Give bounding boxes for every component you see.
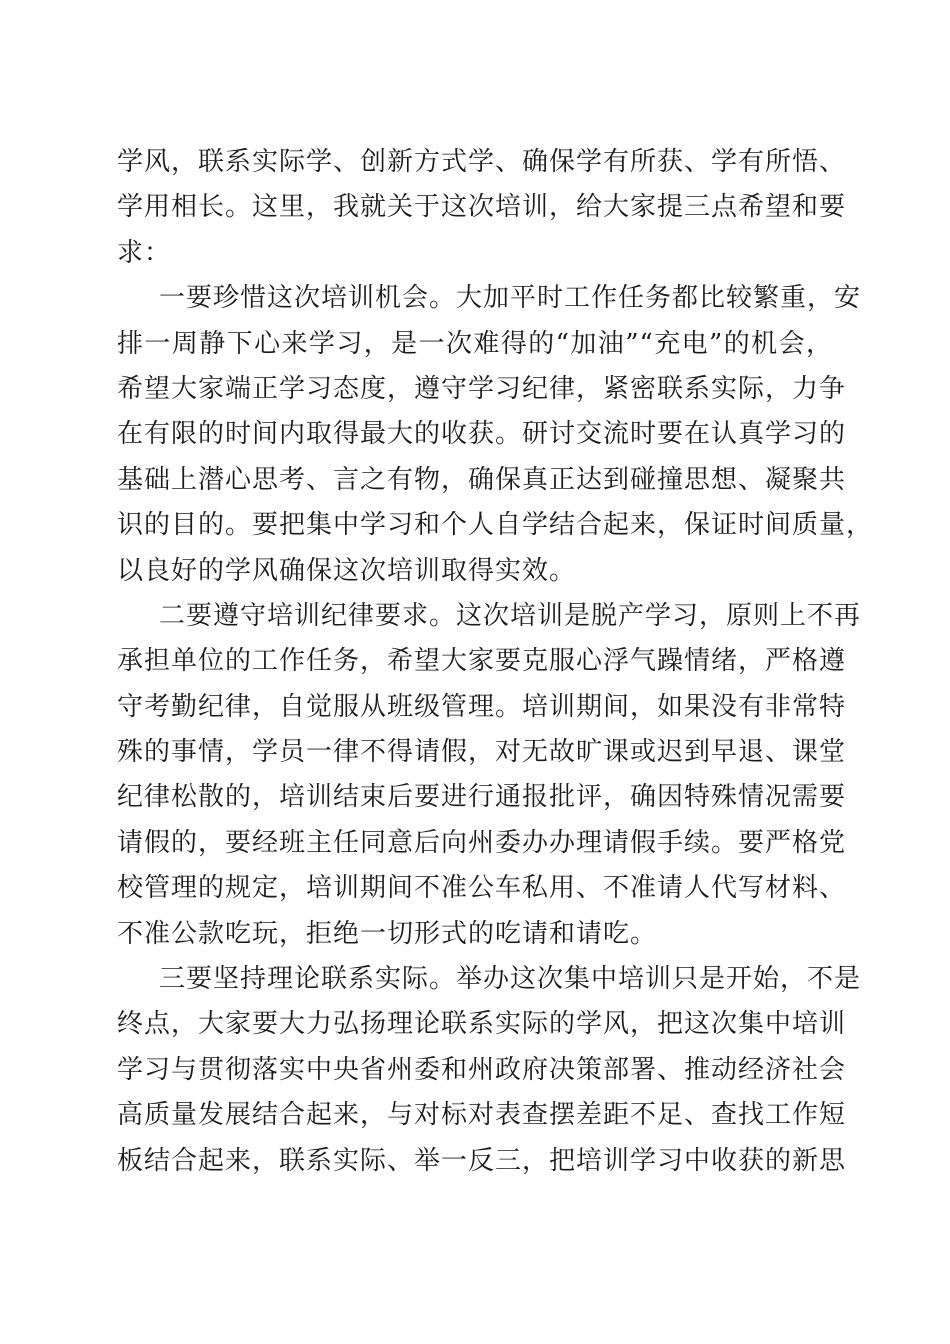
text-line: 排一周静下心来学习，是一次难得的“加油”“充电”的机会， [117, 328, 833, 359]
text-line: 学风，联系实际学、创新方式学、确保学有所获、学有所悟、 [117, 147, 847, 177]
text-line: 殊的事情，学员一律不得请假，对无故旷课或迟到早退、课堂 [117, 737, 847, 768]
text-line: 高质量发展结合起来，与对标对表查摆差距不足、查找工作短 [117, 1100, 847, 1131]
body-text [117, 140, 874, 1184]
paragraph-start-line: 三要坚持理论联系实际。举办这次集中培训只是开始，不是 [159, 964, 862, 995]
text-line: 求： [117, 237, 172, 268]
paragraph-start-line: 二要遵守培训纪律要求。这次培训是脱产学习，原则上不再 [159, 600, 862, 631]
text-line: 在有限的时间内取得最大的收获。研讨交流时要在认真学习的 [117, 419, 847, 450]
text-line: 识的目的。要把集中学习和个人自学结合起来，保证时间质量， [117, 510, 874, 541]
text-line: 学习与贯彻落实中央省州委和州政府决策部署、推动经济社会 [117, 1054, 847, 1085]
text-line: 承担单位的工作任务，希望大家要克服心浮气躁情绪，严格遵 [117, 646, 847, 677]
text-line: 不准公款吃玩，拒绝一切形式的吃请和请吃。 [117, 918, 658, 949]
text-line: 以良好的学风确保这次培训取得实效。 [117, 555, 577, 586]
text-line: 守考勤纪律，自觉服从班级管理。培训期间，如果没有非常特 [117, 691, 847, 722]
paragraph-start-line: 一要珍惜这次培训机会。大加平时工作任务都比较繁重，安 [159, 283, 862, 314]
text-line: 纪律松散的，培训结束后要进行通报批评，确因特殊情况需要 [117, 782, 847, 813]
text-line: 板结合起来，联系实际、举一反三，把培训学习中收获的新思 [117, 1145, 847, 1176]
text-line: 请假的，要经班主任同意后向州委办办理请假手续。要严格党 [117, 827, 847, 858]
text-line: 终点，大家要大力弘扬理论联系实际的学风，把这次集中培训 [117, 1009, 847, 1040]
text-line: 校管理的规定，培训期间不准公车私用、不准请人代写材料、 [117, 873, 847, 904]
text-line: 基础上潜心思考、言之有物，确保真正达到碰撞思想、凝聚共 [117, 464, 847, 495]
text-line: 学用相长。这里，我就关于这次培训，给大家提三点希望和要 [117, 192, 847, 223]
text-line: 希望大家端正学习态度，遵守学习纪律，紧密联系实际，力争 [117, 373, 847, 404]
